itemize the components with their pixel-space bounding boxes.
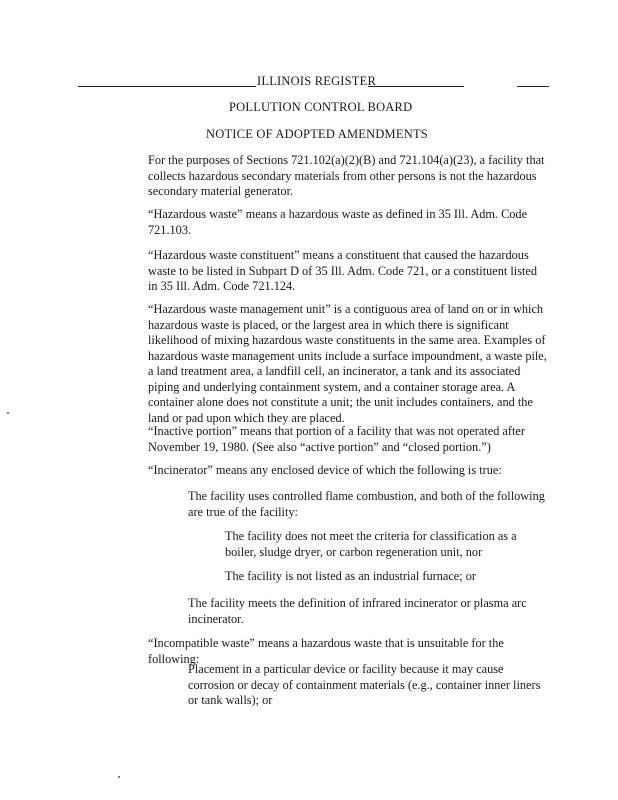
scan-speck [7, 412, 9, 414]
paragraph-secondary-material-generator: For the purposes of Sections 721.102(a)(2)(B) and 721.104(a)(23), a facility that collects hazardous secondary materials from other persons is not the hazardous secondary material generator. [148, 153, 545, 198]
header-rule-right [368, 86, 464, 87]
notice-title: NOTICE OF ADOPTED AMENDMENTS [206, 127, 428, 141]
paragraph-hazardous-waste: “Hazardous waste” means a hazardous waste as defined in 35 Ill. Adm. Code 721.103. [148, 207, 528, 237]
paragraph-hazardous-waste-management-unit: “Hazardous waste management unit” is a contiguous area of land on or in which hazardous waste is placed, or the largest area in which there is significant likelihood of mixing hazardous waste constituents in the same area. Examples of hazardous waste management units include a surface impoundment, a waste pile, a land treatment area, a landfill cell, an incinerator, a tank and its associated piping and underlying containment system, and a container storage area. A container alone does not constitute a unit; the unit includes containers, and the land or pad upon which they are placed. [148, 302, 547, 425]
paragraph-incinerator-condition-a-ii: The facility is not listed as an industrial furnace; or [225, 569, 476, 583]
paragraph-incinerator-condition-b: The facility meets the definition of infrared incinerator or plasma arc incinerator. [188, 596, 527, 626]
register-title: ILLINOIS REGISTER [257, 74, 377, 88]
paragraph-incinerator-condition-a: The facility uses controlled flame combustion, and both of the following are true of the facility: [188, 489, 545, 519]
paragraph-inactive-portion: “Inactive portion” means that portion of a facility that was not operated after November 19, 1980. (See also “active portion” and “closed portion.”) [148, 424, 525, 454]
paragraph-incinerator: “Incinerator” means any enclosed device of which the following is true: [148, 463, 502, 477]
header-rule-far-right [517, 86, 549, 87]
paragraph-incompatible-waste-condition-a: Placement in a particular device or facility because it may cause corrosion or decay of containment materials (e.g., container inner liners or tank walls); or [188, 662, 541, 707]
header-rule-left [78, 86, 256, 87]
paragraph-hazardous-waste-constituent: “Hazardous waste constituent” means a constituent that caused the hazardous waste to be listed in Subpart D of 35 Ill. Adm. Code 721, or a constituent listed in 35 Ill. Adm. Code 721.124. [148, 248, 538, 293]
paragraph-incinerator-condition-a-i: The facility does not meet the criteria for classification as a boiler, sludge dryer, or carbon regeneration unit, nor [225, 529, 517, 559]
agency-title: POLLUTION CONTROL BOARD [229, 100, 413, 114]
scan-speck [118, 776, 120, 778]
paragraph-incompatible-waste: “Incompatible waste” means a hazardous waste that is unsuitable for the following: [148, 636, 504, 666]
